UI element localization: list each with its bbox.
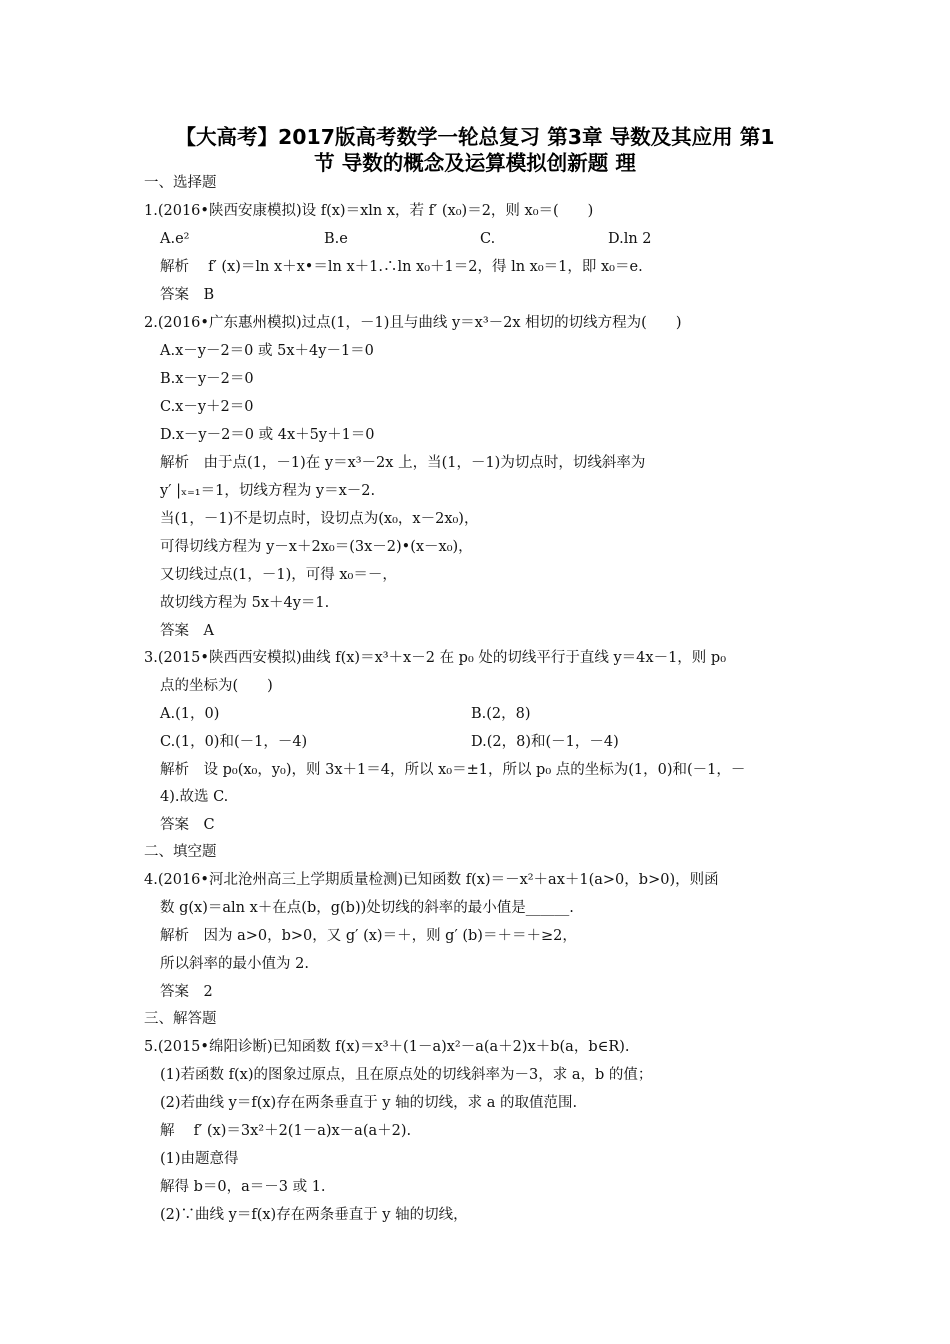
q1-stem: 1.(2016•陕西安康模拟)设 f(x)＝xln x，若 f′ (x₀)＝2，则 x₀＝( ) (144, 203, 594, 219)
document-title-line-1: 【大高考】2017版高考数学一轮总复习 第3章 导数及其应用 第1 (175, 125, 775, 149)
q2-analysis-line-6: 故切线方程为 5x＋4y＝1. (160, 595, 330, 611)
section-heading-choice: 一、选择题 (144, 175, 217, 191)
q2-analysis-line-1: 解析 由于点(1，－1)在 y＝x³－2x 上，当(1，－1)为切点时，切线斜率为 (160, 455, 646, 471)
q5-part-2: (2)若曲线 y＝f(x)存在两条垂直于 y 轴的切线，求 a 的取值范围. (160, 1095, 578, 1111)
q5-stem: 5.(2015•绵阳诊断)已知函数 f(x)＝x³＋(1－a)x²－a(a＋2)x＋b(a，b∈R). (144, 1039, 630, 1055)
q5-solution-line-1: 解 f′ (x)＝3x²＋2(1－a)x－a(a＋2). (160, 1123, 412, 1139)
q5-solution-line-4: (2)∵曲线 y＝f(x)存在两条垂直于 y 轴的切线， (160, 1207, 468, 1223)
q5-solution-line-2: (1)由题意得 (160, 1151, 239, 1167)
q3-stem-line-1: 3.(2015•陕西西安模拟)曲线 f(x)＝x³＋x－2 在 p₀ 处的切线平行于直线 y＝4x－1，则 p₀ (144, 650, 727, 666)
q5-solution-line-3: 解得 b＝0，a＝－3 或 1. (160, 1179, 326, 1195)
q1-answer: 答案 B (160, 287, 215, 303)
q2-option-a: A.x－y－2＝0 或 5x＋4y－1＝0 (160, 343, 374, 359)
q3-stem-line-2: 点的坐标为( ) (160, 678, 273, 694)
q2-analysis-line-2: y′ |ₓ₌₁＝1，切线方程为 y＝x－2. (160, 483, 376, 499)
q1-option-c: C. (480, 231, 496, 247)
q3-option-b: B.(2，8) (471, 706, 531, 722)
q1-option-b: B.e (324, 231, 348, 247)
q3-option-a: A.(1，0) (160, 706, 220, 722)
q4-analysis-line-2: 所以斜率的最小值为 2. (160, 956, 309, 972)
q2-stem: 2.(2016•广东惠州模拟)过点(1，－1)且与曲线 y＝x³－2x 相切的切线方程为( ) (144, 315, 682, 331)
section-heading-solve: 三、解答题 (144, 1011, 217, 1027)
q2-option-d: D.x－y－2＝0 或 4x＋5y＋1＝0 (160, 427, 375, 443)
q2-answer: 答案 A (160, 623, 214, 639)
q2-analysis-line-5: 又切线过点(1，－1)，可得 x₀＝－， (160, 567, 397, 583)
q5-part-1: (1)若函数 f(x)的图象过原点，且在原点处的切线斜率为－3，求 a，b 的值； (160, 1067, 653, 1083)
q3-option-c: C.(1，0)和(－1，－4) (160, 734, 308, 750)
q2-analysis-line-4: 可得切线方程为 y－x＋2x₀＝(3x－2)•(x－x₀)， (160, 539, 473, 555)
q2-option-b: B.x－y－2＝0 (160, 371, 254, 387)
q4-stem-line-1: 4.(2016•河北沧州高三上学期质量检测)已知函数 f(x)＝－x²＋ax＋1(a>0，b>0)，则函 (144, 872, 719, 888)
q2-option-c: C.x－y＋2＝0 (160, 399, 254, 415)
q4-stem-line-2: 数 g(x)＝aln x＋在点(b，g(b))处切线的斜率的最小值是______. (160, 900, 574, 916)
q3-option-d: D.(2，8)和(－1，－4) (471, 734, 619, 750)
q1-option-d: D.ln 2 (608, 231, 652, 247)
q1-analysis: 解析 f′ (x)＝ln x＋x•＝ln x＋1.∴ln x₀＋1＝2，得 ln x₀＝1，即 x₀＝e. (160, 259, 643, 275)
q4-analysis-line-1: 解析 因为 a>0，b>0，又 g′ (x)＝＋，则 g′ (b)＝＋＝＋≥2， (160, 928, 577, 944)
q1-option-a: A.e² (160, 231, 190, 247)
document-title-line-2: 节 导数的概念及运算模拟创新题 理 (314, 151, 636, 175)
section-heading-fill: 二、填空题 (144, 844, 217, 860)
q3-analysis-line-1: 解析 设 p₀(x₀，y₀)，则 3x＋1＝4，所以 x₀＝±1，所以 p₀ 点的坐标为(1，0)和(－1，－ (160, 762, 746, 778)
q3-analysis-line-2: 4).故选 C. (160, 789, 229, 805)
q2-analysis-line-3: 当(1，－1)不是切点时，设切点为(x₀，x－2x₀)， (160, 511, 479, 527)
q3-answer: 答案 C (160, 817, 215, 833)
q4-answer: 答案 2 (160, 984, 213, 1000)
